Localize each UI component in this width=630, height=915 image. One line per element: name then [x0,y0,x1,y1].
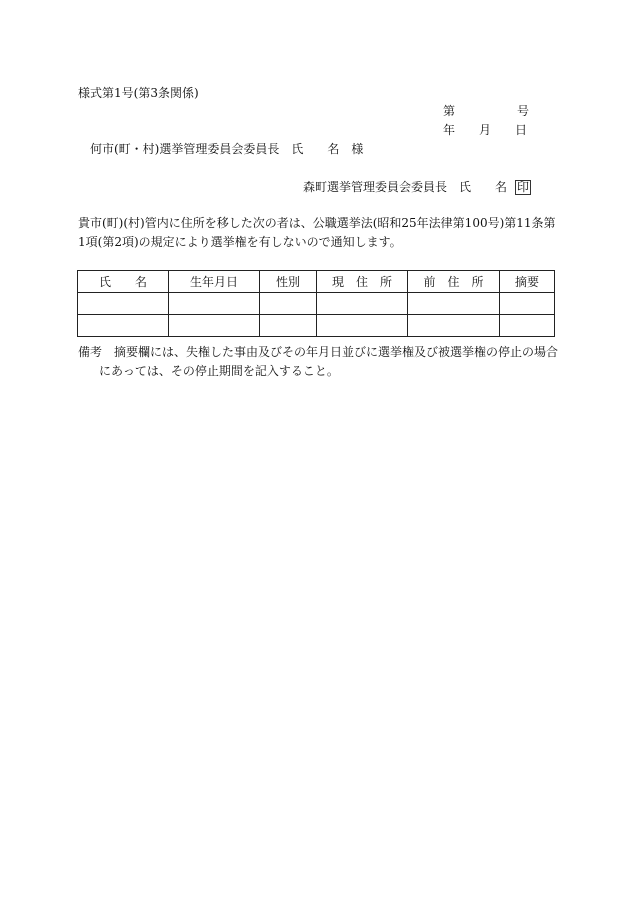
header-birthdate: 生年月日 [169,271,260,293]
table-row [78,293,555,315]
remarks-line-2: にあっては、その停止期間を記入すること。 [99,364,339,378]
header-summary: 摘要 [500,271,555,293]
body-line-1: 貴市(町)(村)管内に住所を移した次の者は、公職選挙法(昭和25年法律第100号)第11条第 [78,216,556,230]
sender-title: 森町選挙管理委員会委員長 [303,180,448,194]
header-sex: 性別 [260,271,317,293]
table-cell [260,315,317,337]
sender-mei: 名 [495,180,508,194]
table-cell [408,315,500,337]
date-month: 月 [479,123,492,137]
number-go: 号 [517,104,530,118]
document-date [443,123,527,137]
table-cell [169,293,260,315]
table-row [78,315,555,337]
table-cell [78,315,169,337]
table-header-row [78,271,555,293]
table-cell [408,293,500,315]
number-dai: 第 [443,104,456,118]
recipient-title: 何市(町・村)選挙管理委員会委員長 [90,142,280,156]
recipient [90,142,363,156]
table-cell [317,315,408,337]
header-previous-address: 前 住 所 [408,271,500,293]
seal-mark: 印 [517,180,530,194]
recipient-sama: 様 [351,142,364,156]
table-cell [169,315,260,337]
date-day: 日 [515,123,528,137]
header-name: 氏 名 [78,271,169,293]
form-label: 様式第1号(第3条関係) [78,86,199,100]
sender [303,180,531,195]
body-line-2: 1項(第2項)の規定により選挙権を有しないので通知します。 [78,235,402,249]
recipient-shi: 氏 [291,142,304,156]
remarks-line-1: 摘要欄には、失権した事由及びその年月日並びに選挙権及び被選挙権の停止の場合 [114,345,559,359]
table-cell [500,315,555,337]
header-current-address: 現 住 所 [317,271,408,293]
date-year: 年 [443,123,456,137]
table-cell [78,293,169,315]
sender-shi: 氏 [459,180,472,194]
voter-table [77,270,555,337]
recipient-mei: 名 [327,142,340,156]
remarks-label: 備考 [78,345,103,359]
table-cell [500,293,555,315]
document-number [443,104,529,118]
table-cell [260,293,317,315]
table-cell [317,293,408,315]
remarks [78,345,558,359]
